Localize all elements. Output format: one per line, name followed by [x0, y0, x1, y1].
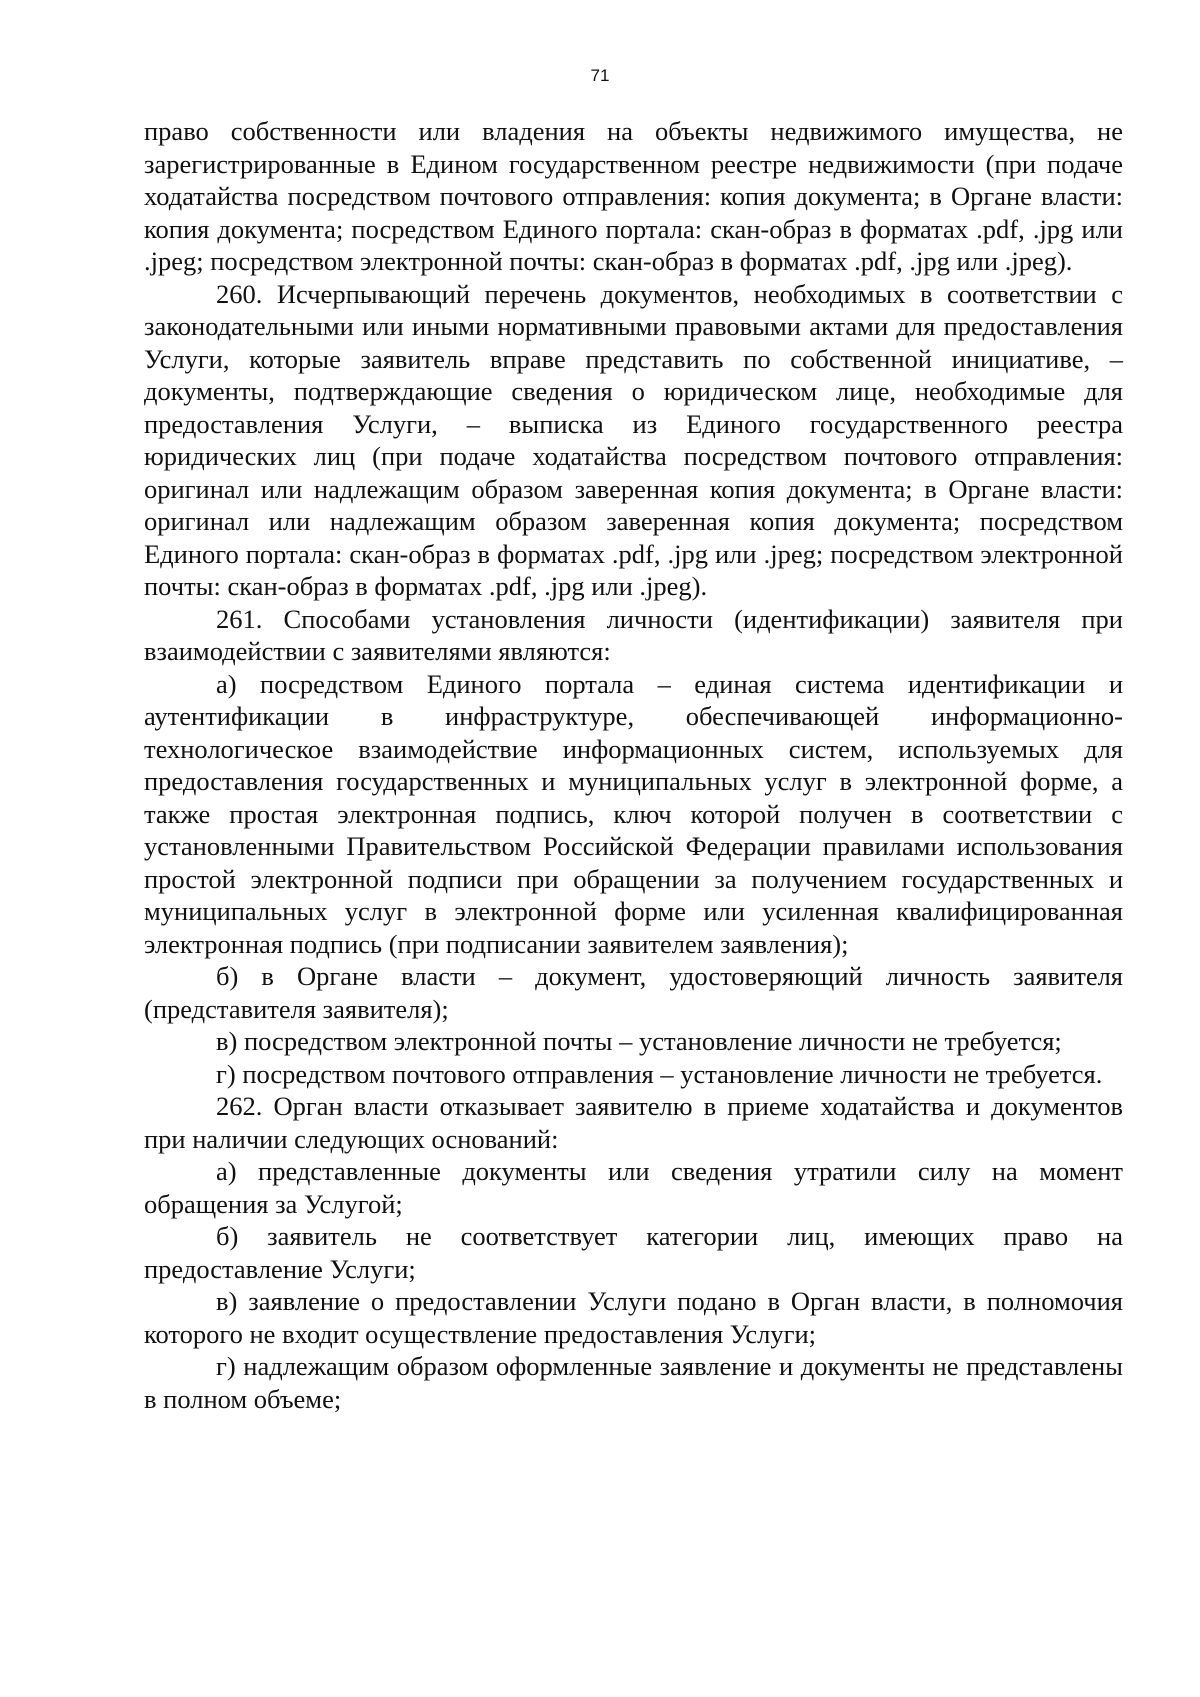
paragraph-262: 262. Орган власти отказывает заявителю в приеме ходатайства и документов при наличии следующих оснований: — [144, 1091, 1123, 1154]
paragraph-262-b: б) заявитель не соответствует категории лиц, имеющих право на предоставление Услуги; — [144, 1221, 1123, 1284]
paragraph-ownership-rights: право собственности или владения на объекты недвижимого имущества, не зарегистрированные в Едином государственном реестре недвижимости (при подаче ходатайства посредством почтового отправления: копия документа; в Органе власти: копия документа; посредством Единого портала: скан-образ в форматах .pdf, .jpg или .jpeg; посредством электронной почты: скан-образ в форматах .pdf, .jpg или .jpeg). — [144, 116, 1123, 276]
page-number: 71 — [590, 66, 610, 85]
document-body — [144, 115, 1123, 1415]
paragraph-262-a: а) представленные документы или сведения утратили силу на момент обращения за Услугой; — [144, 1156, 1123, 1219]
paragraph-261-g: г) посредством почтового отправления – установление личности не требуется. — [216, 1058, 1103, 1089]
paragraph-261: 261. Способами установления личности (идентификации) заявителя при взаимодействии с заявителями являются: — [144, 603, 1123, 666]
paragraph-261-a: а) посредством Единого портала – единая система идентификации и аутентификации в инфраструктуре, обеспечивающей информационно-технологическое взаимодействие информационных систем, используемых для предоставления государственных и муниципальных услуг в электронной форме, а также простая электронная подпись, ключ которой получен в соответствии с установленными Правительством Российской Федерации правилами использования простой электронной подписи при обращении за получением государственных и муниципальных услуг в электронной форме или усиленная квалифицированная электронная подпись (при подписании заявителем заявления); — [144, 668, 1123, 959]
paragraph-262-g: г) надлежащим образом оформленные заявление и документы не представлены в полном объеме; — [144, 1351, 1123, 1414]
paragraph-261-b: б) в Органе власти – документ, удостоверяющий личность заявителя (представителя заявителя); — [144, 961, 1123, 1024]
paragraph-260: 260. Исчерпывающий перечень документов, необходимых в соответствии с законодательными или иными нормативными правовыми актами для предоставления Услуги, которые заявитель вправе представить по собственной инициативе, – документы, подтверждающие сведения о юридическом лице, необходимые для предоставления Услуги, – выписка из Единого государственного реестра юридических лиц (при подаче ходатайства посредством почтового отправления: оригинал или надлежащим образом заверенная копия документа; в Органе власти: оригинал или надлежащим образом заверенная копия документа; посредством Единого портала: скан-образ в форматах .pdf, .jpg или .jpeg; посредством электронной почты: скан-образ в форматах .pdf, .jpg или .jpeg). — [144, 278, 1123, 601]
paragraph-262-v: в) заявление о предоставлении Услуги подано в Орган власти, в полномочия которого не входит осуществление предоставления Услуги; — [144, 1286, 1123, 1349]
paragraph-261-v: в) посредством электронной почты – установление личности не требуется; — [216, 1026, 1062, 1056]
